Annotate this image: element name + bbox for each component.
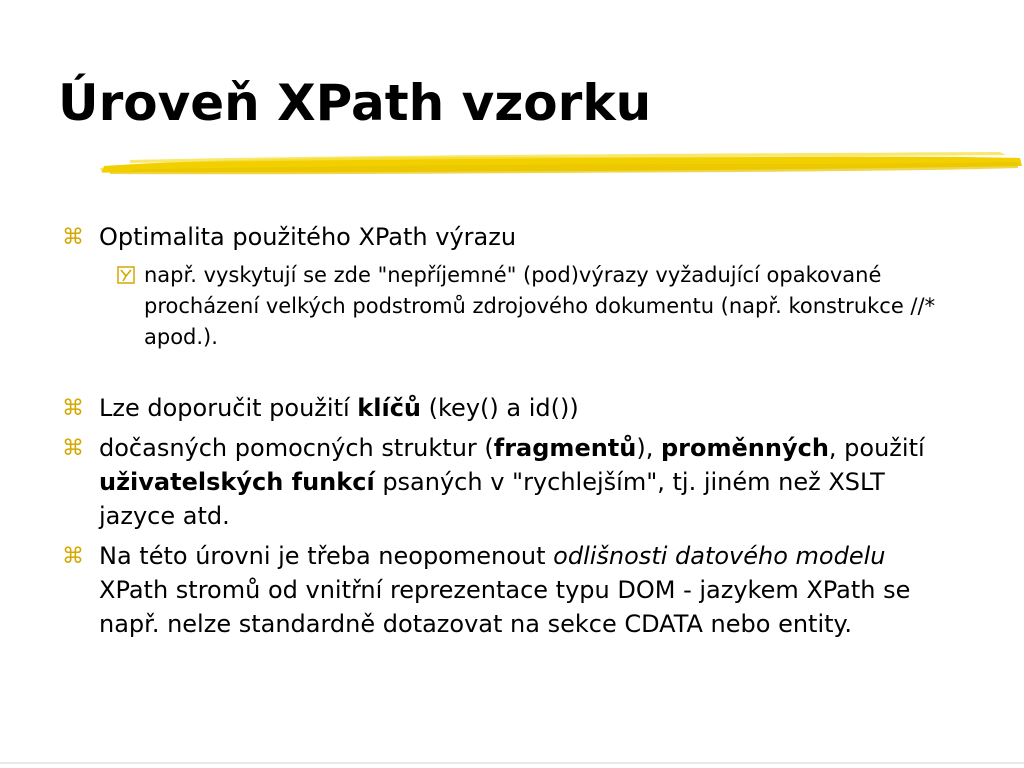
bullet-italic-term: odlišnosti datového modelu [553,542,886,570]
slide-title: Úroveň XPath vzorku [58,74,652,132]
bullet-text-part: XPath stromů od vnitřní reprezentace typu DOM - jazykem XPath se např. nelze standardně dotazovat na sekce CDATA nebo entity. [99,576,911,638]
bullet-text-part: Lze doporučit použití [99,394,358,422]
bullet-bold-term: fragmentů [493,434,637,462]
boxed-y-icon [117,266,135,284]
command-key-icon: ⌘ [62,396,84,421]
title-underline-brush [100,146,1024,186]
bullet-item [62,539,962,641]
bullet-text-part: dočasných pomocných struktur ( [99,434,494,462]
bullet-text-part: (key() a id()) [421,394,579,422]
command-key-icon: ⌘ [62,225,84,250]
bullet-item [62,431,962,533]
command-key-icon: ⌘ [62,436,84,461]
sub-bullet-text: např. vyskytují se zde "nepříjemné" (pod)výrazy vyžadující opakované procházení velkých podstromů zdrojového dokumentu (např. konstrukce //* apod.). [144,263,936,349]
bullet-text-part: , použití [828,434,925,462]
command-key-icon: ⌘ [62,544,84,569]
bullet-bold-term: proměnných [661,434,829,462]
bullet-bold-term: klíčů [357,394,422,422]
bullet-item [62,391,962,425]
bullet-item [62,220,962,254]
bullet-text-part: Na této úrovni je třeba neopomenout [99,542,554,570]
bullet-bold-term: uživatelských funkcí [99,468,375,496]
bullet-text-part: psaných v "rychlejším", tj. jiném než XSLT jazyce atd. [99,468,885,530]
bullet-list [62,220,962,647]
bullet-text-part: ), [636,434,661,462]
bullet-text: Optimalita použitého XPath výrazu [99,223,517,251]
sub-bullet-item [117,260,962,353]
bottom-divider [0,762,1024,764]
